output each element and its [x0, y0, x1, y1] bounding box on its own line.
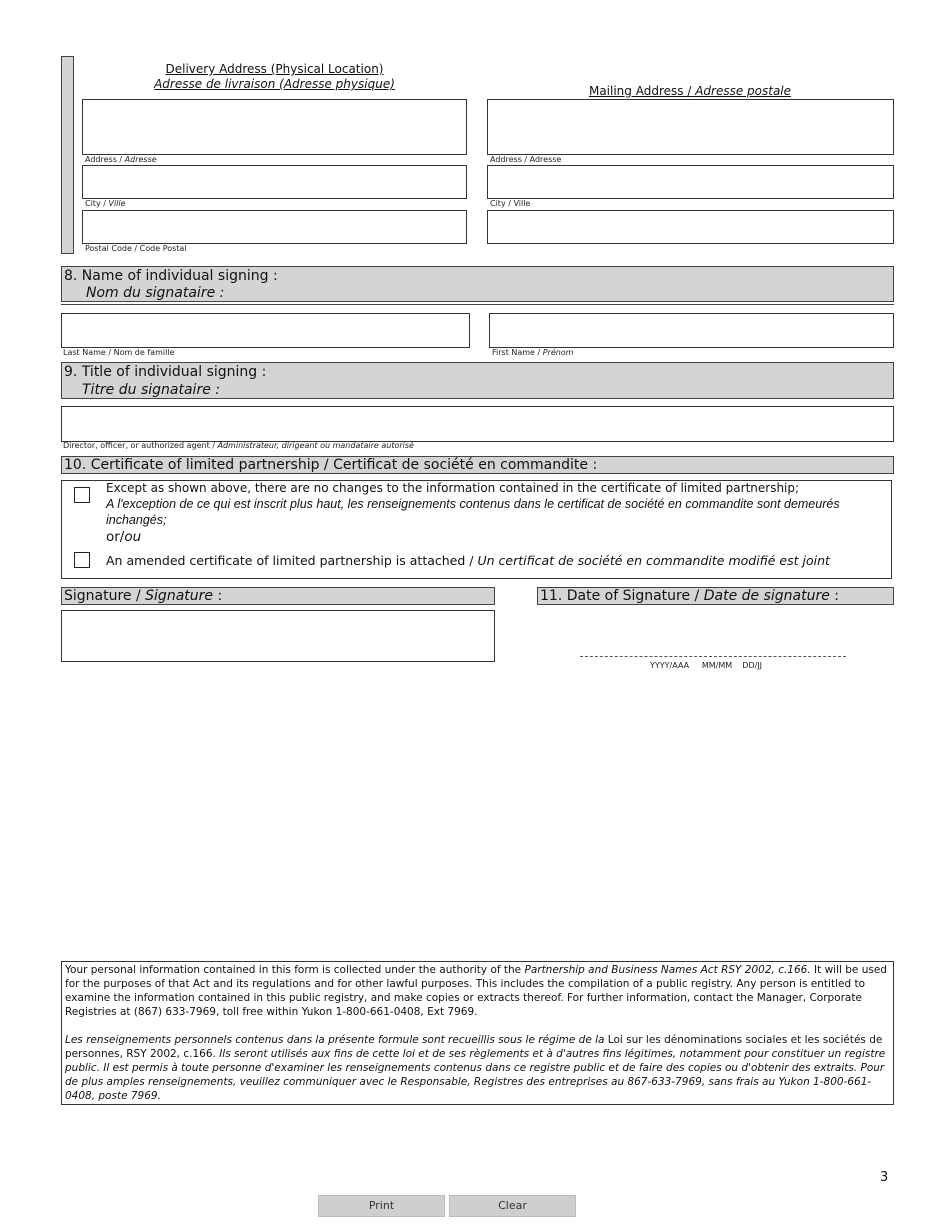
mailing-city-label: City / Ville: [490, 199, 531, 208]
delivery-city-input[interactable]: [82, 165, 467, 199]
page-number: 3: [880, 1170, 889, 1185]
delivery-postal-code-label: Postal Code / Code Postal: [85, 244, 187, 253]
mailing-postal-code-input[interactable]: [487, 210, 894, 244]
signer-title-label: Director, officer, or authorized agent / Administrateur, dirigeant ou mandataire autorisé: [63, 441, 414, 450]
signature-input[interactable]: [61, 610, 495, 662]
mailing-address-input[interactable]: [487, 99, 894, 155]
section-8-divider: [61, 304, 894, 305]
privacy-notice-en: Your personal information contained in this form is collected under the authority of the Partnership and Business Names Act RSY 2002, c.166. It will be used for the purposes of that Act and its regulations and for other lawful purposes. This includes the compilation of a public registry. Any person is entitled to examine the information contained in this public registry, and make copies or extracts thereof. For further information, contact the Manager, Corporate Registries at (867) 633-7969, toll free within Yukon 1-800-661-0408, Ext 7969.: [65, 964, 887, 1018]
print-button[interactable]: Print: [318, 1195, 445, 1217]
section-8-header: 8. Name of individual signing : Nom du signataire :: [61, 266, 894, 302]
last-name-label: Last Name / Nom de famille: [63, 348, 175, 357]
mailing-city-input[interactable]: [487, 165, 894, 199]
delivery-address-input[interactable]: [82, 99, 467, 155]
no-changes-option-text: Except as shown above, there are no changes to the information contained in the certificate of limited partnership; A l'exception de ce qui est inscrit plus haut, les renseignements contenus dans le certificat de société en commandite sont demeurés inchangés; or/ou: [106, 481, 840, 545]
no-changes-checkbox[interactable]: [74, 487, 90, 503]
address-side-bar: [61, 56, 74, 254]
delivery-postal-code-input[interactable]: [82, 210, 467, 244]
signature-header: Signature / Signature :: [61, 587, 495, 605]
privacy-notice: [61, 961, 894, 1105]
delivery-address-heading: Delivery Address (Physical Location) Adresse de livraison (Adresse physique): [154, 62, 395, 91]
delivery-address-label: Address / Adresse: [85, 155, 157, 164]
mailing-address-label: Address / Adresse: [490, 155, 562, 164]
section-9-header: 9. Title of individual signing : Titre du signataire :: [61, 362, 894, 399]
signer-title-input[interactable]: [61, 406, 894, 442]
clear-button[interactable]: Clear: [449, 1195, 576, 1217]
delivery-city-label: City / Ville: [85, 199, 126, 208]
date-of-signature-input[interactable]: [580, 656, 846, 657]
section-11-header: 11. Date of Signature / Date de signature :: [537, 587, 894, 605]
amended-certificate-checkbox[interactable]: [74, 552, 90, 568]
amended-certificate-option-text: An amended certificate of limited partnership is attached / Un certificat de société en commandite modifié est joint: [106, 553, 830, 568]
section-10-header: 10. Certificate of limited partnership / Certificat de société en commandite :: [61, 456, 894, 474]
first-name-label: First Name / Prénom: [492, 348, 574, 357]
privacy-notice-fr: Les renseignements personnels contenus dans la présente formule sont recueillis sous le régime de la Loi sur les dénominations sociales et les sociétés de personnes, RSY 2002, c.166. Ils seront utilisés aux fins de cette loi et de ses règlements et à d'autres fins légitimes, notamment pour constituer un registre public. Il est permis à toute personne d'examiner les renseignements contenus dans ce registre public et de faire des copies ou d'obtenir des extraits. Pour de plus amples renseignements, veuillez communiquer avec le Responsable, Registres des entreprises au 867-633-7969, sans frais au Yukon 1-800-661-0408, poste 7969.: [65, 1034, 886, 1102]
mailing-address-heading: Mailing Address / Adresse postale: [588, 84, 792, 98]
last-name-input[interactable]: [61, 313, 470, 348]
first-name-input[interactable]: [489, 313, 894, 348]
date-format-hint: YYYY/AAA MM/MM DD/JJ: [650, 661, 763, 670]
